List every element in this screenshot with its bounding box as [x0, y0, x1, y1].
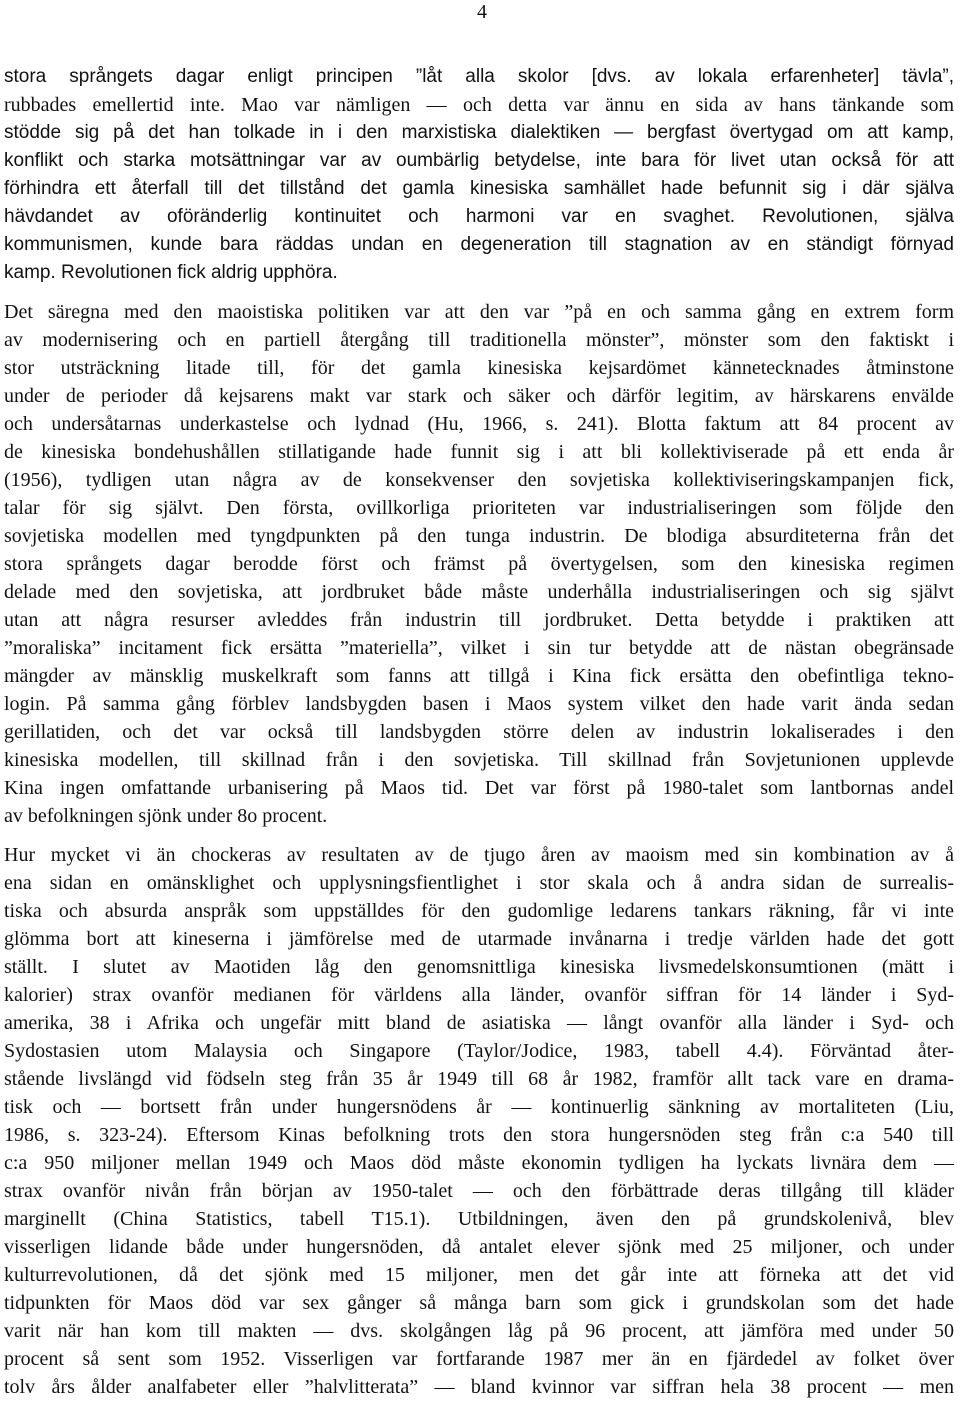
- text-line: tolv års ålder analfabeter eller ”halvlitterata” — bland kvinnor var siffran hela 38 procent — men: [4, 1376, 954, 1398]
- text-line: talar för sig självt. Den första, ovillkorliga prioriteten var industrialiseringen som följde den: [4, 497, 954, 519]
- text-line: ”moraliska” incitament fick ersätta ”materiella”, vilket i sin tur betydde att de nästan obegränsade: [4, 637, 954, 659]
- text-line: amerika, 38 i Afrika och ungefär mitt bland de asiatiska — långt ovanför alla länder i Syd- och: [4, 1012, 954, 1034]
- text-line: gerillatiden, och det var också till landsbygden större delen av industrin lokaliserades i den: [4, 721, 954, 743]
- text-line: Kina ingen omfattande urbanisering på Maos tid. Det var först på 1980-talet som lantbornas andel: [4, 777, 954, 799]
- text-line: tiska och absurda anspråk som uppställdes för den gudomlige ledarens tankars räkning, får vi inte: [4, 900, 954, 922]
- text-line: kamp. Revolutionen fick aldrig upphöra.: [4, 262, 338, 283]
- text-line: stor utsträckning litade till, för det gamla kinesiska kejsardömet kännetecknades åtminstone: [4, 357, 954, 379]
- text-line: login. På samma gång förblev landsbygden basen i Maos system vilket den hade varit ända sedan: [4, 693, 954, 715]
- page-number: 4: [477, 1, 487, 23]
- text-line: ställt. I slutet av Maotiden låg den genomsnittliga kinesiska livsmedelskonsumtionen (mätt i: [4, 956, 954, 978]
- text-line: stora språngets dagar enligt principen ”låt alla skolor [dvs. av lokala erfarenheter] tävla”,: [4, 66, 954, 87]
- text-line: Sydostasien utom Malaysia och Singapore (Taylor/Jodice, 1983, tabell 4.4). Förväntad åter-: [4, 1040, 954, 1062]
- text-line: mängder av mänsklig muskelkraft som fanns att tillgå i Kina fick ersätta den obefintliga tekno-: [4, 665, 954, 687]
- text-line: (1956), tydligen utan några av de konsekvenser den sovjetiska kollektiviseringskampanjen fick,: [4, 469, 954, 491]
- text-line: utan att några resurser avleddes från industrin till jordbruket. Detta betydde i praktiken att: [4, 609, 954, 631]
- text-line: marginellt (China Statistics, tabell T15.1). Utbildningen, även den på grundskolenivå, blev: [4, 1208, 954, 1230]
- paragraph-2: [4, 298, 954, 830]
- paragraph-1: [4, 63, 954, 287]
- text-line: Det säregna med den maoistiska politiken var att den var ”på en och samma gång en extrem form: [4, 301, 954, 323]
- text-line: 1986, s. 323-24). Eftersom Kinas befolkning trots den stora hungersnöden steg från c:a 540 till: [4, 1124, 954, 1146]
- text-line: under de perioder då kejsarens makt var stark och säker och därför legitim, av härskarens envälde: [4, 385, 954, 407]
- text-line: glömma bort att kineserna i jämförelse med de utarmade invånarna i tredje världen hade det gott: [4, 928, 954, 950]
- text-line: Hur mycket vi än chockeras av resultaten av de tjugo åren av maoism med sin kombination av å: [4, 844, 954, 866]
- text-line: hävdandet av oföränderlig kontinuitet och harmoni var en svaghet. Revolutionen, själva: [4, 206, 954, 227]
- text-line: sovjetiska modellen med tyngdpunkten på den tunga industrin. De blodiga absurditeterna från det: [4, 525, 954, 547]
- text-line: c:a 950 miljoner mellan 1949 och Maos död måste ekonomin tydligen ha lyckats livnära dem —: [4, 1152, 954, 1174]
- text-line: ena sidan en omänsklighet och upplysningsfientlighet i stor skala och å andra sidan de surrealis-: [4, 872, 954, 894]
- text-line: kalorier) strax ovanför medianen för världens alla länder, ovanför siffran för 14 länder i Syd-: [4, 984, 954, 1006]
- text-line: konflikt och starka motsättningar var av oumbärlig betydelse, inte bara för livet utan också för att: [4, 150, 954, 171]
- text-line: de kinesiska bondehushållen stillatigande hade funnit sig i att bli kollektiviserade på ett enda år: [4, 441, 954, 463]
- text-line: kommunismen, kunde bara räddas undan en degeneration till stagnation av en ständigt förnyad: [4, 234, 954, 255]
- text-line: stödde sig på det han tolkade in i den marxistiska dialektiken — bergfast övertygad om att kamp,: [4, 122, 954, 143]
- text-line: rubbades emellertid inte. Mao var nämligen — och detta var ännu en sida av hans tänkande som: [4, 94, 954, 116]
- text-line: tidpunkten för Maos död var sex gånger så många barn som gick i grundskolan som det hade: [4, 1292, 954, 1314]
- text-line: visserligen lidande både under hungersnöden, då antalet elever sjönk med 25 miljoner, och under: [4, 1236, 954, 1258]
- paragraph-3: [4, 841, 954, 1401]
- text-line: stående livslängd vid födseln steg från 35 år 1949 till 68 år 1982, framför allt tack vare en drama-: [4, 1068, 954, 1090]
- text-line: av befolkningen sjönk under 8o procent.: [4, 805, 328, 827]
- text-line: tisk och — bortsett från under hungersnödens år — kontinuerlig sänkning av mortaliteten (Liu,: [4, 1096, 954, 1118]
- document-body: [4, 63, 954, 1412]
- text-line: varit när han kom till makten — dvs. skolgången låg på 96 procent, att jämföra med under 50: [4, 1320, 954, 1342]
- text-line: förhindra ett återfall till det tillstånd det gamla kinesiska samhället hade befunnit sig i där själva: [4, 178, 954, 199]
- text-line: och undersåtarnas underkastelse och lydnad (Hu, 1966, s. 241). Blotta faktum att 84 procent av: [4, 413, 954, 435]
- text-line: delade med den sovjetiska, att jordbruket både måste underhålla industrialiseringen och sig självt: [4, 581, 954, 603]
- text-line: kinesiska modellen, till skillnad från i den sovjetiska. Till skillnad från Sovjetunionen upplevde: [4, 749, 954, 771]
- text-line: procent så sent som 1952. Visserligen var fortfarande 1987 mer än en fjärdedel av folket över: [4, 1348, 954, 1370]
- text-line: av modernisering och en partiell återgång till traditionella mönster”, mönster som den faktiskt i: [4, 329, 954, 351]
- text-line: stora språngets dagar berodde först och främst på övertygelsen, som den kinesiska regimen: [4, 553, 954, 575]
- text-line: strax ovanför nivån från början av 1950-talet — och den förbättrade deras tillgång till kläder: [4, 1180, 954, 1202]
- text-line: kulturrevolutionen, då det sjönk med 15 miljoner, men det går inte att förneka att det vid: [4, 1264, 954, 1286]
